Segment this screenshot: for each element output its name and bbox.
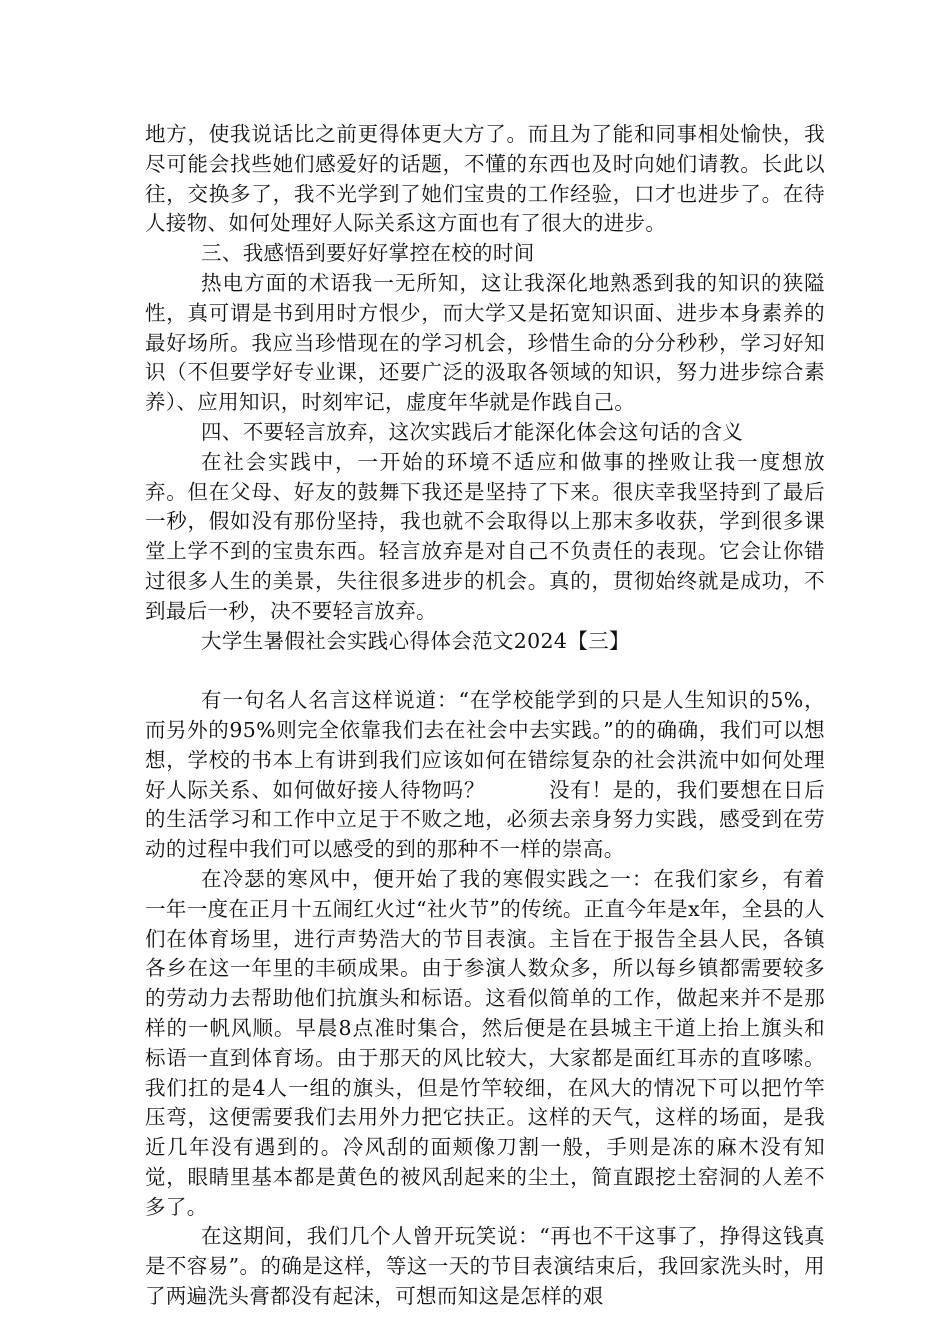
paragraph: 有一句名人名言这样说道：“在学校能学到的只是人生知识的5%，而另外的95%则完全依靠我们去在社会中去实践。”的的确确，我们可以想想，学校的书本上有讲到我们应该如何在错综复杂的社会洪流中如何处理好人际关系、如何做好接人待物吗？ 没有！是的，我们要想在日后的生活学习和工作中立足于不败之地，必须去亲身努力实践，感受到在劳动的过程中我们可以感受的到的那种不一样的崇高。 — [145, 688, 825, 862]
blank-line — [145, 656, 825, 686]
paragraph: 在冷瑟的寒风中，便开始了我的寒假实践之一：在我们家乡，有着一年一度在正月十五闹红火过“社火节”的传统。正直今年是x年，全县的人们在体育场里，进行声势浩大的节目表演。主旨在于报告全县人民，各镇各乡在这一年里的丰硕成果。由于参演人数众多，所以每乡镇都需要较多的劳动力去帮助他们抗旗头和标语。这看似简单的工作，做起来并不是那样的一帆风顺。早晨8点准时集合，然后便是在县城主干道上抬上旗头和标语一直到体育场。由于那天的风比较大，大家都是面红耳赤的直哆嗦。我们扛的是4人一组的旗头，但是竹竿较细，在风大的情况下可以把竹竿压弯，这便需要我们去用外力把它扶正。这样的天气，这样的场面，是我近几年没有遇到的。冷风刮的面颊像刀割一般，手则是冻的麻木没有知觉，眼睛里基本都是黄色的被风刮起来的尘土，简直跟挖土窑洞的人差不多了。 — [145, 866, 825, 1219]
section-heading-4: 四、不要轻言放弃，这次实践后才能深化体会这句话的含义 — [201, 419, 744, 444]
article-title: 大学生暑假社会实践心得体会范文2024【三】 — [201, 628, 630, 653]
section-heading-3: 三、我感悟到要好好掌控在校的时间 — [201, 241, 535, 266]
paragraph: 在这期间，我们几个人曾开玩笑说：“再也不干这事了，挣得这钱真是不容易”。的确是这样，等这一天的节目表演结束后，我回家洗头时，用了两遍洗头膏都没有起沫，可想而知这是怎样的艰 — [145, 1224, 825, 1309]
document-body — [145, 120, 825, 1312]
paragraph: 热电方面的术语我一无所知，这让我深化地熟悉到我的知识的狭隘性，真可谓是书到用时方恨少，而大学又是拓宽知识面、进步本身素养的最好场所。我应当珍惜现在的学习机会，珍惜生命的分分秒秒，学习好知识（不但要学好专业课，还要广泛的汲取各领域的知识，努力进步综合素养）、应用知识，时刻牢记，虚度年华就是作践自己。 — [145, 270, 825, 415]
paragraph: 在社会实践中，一开始的环境不适应和做事的挫败让我一度想放弃。但在父母、好友的鼓舞下我还是坚持了下来。很庆幸我坚持到了最后一秒，假如没有那份坚持，我也就不会取得以上那末多收获，学到很多课堂上学不到的宝贵东西。轻言放弃是对自己不负责任的表现。它会让你错过很多人生的美景，失往很多进步的机会。真的，贯彻始终就是成功，不到最后一秒，决不要轻言放弃。 — [145, 449, 825, 623]
paragraph-continuation: 地方，使我说话比之前更得体更大方了。而且为了能和同事相处愉快，我尽可能会找些她们感爱好的话题，不懂的东西也及时向她们请教。长此以往，交换多了，我不光学到了她们宝贵的工作经验，口才也进步了。在待人接物、如何处理好人际关系这方面也有了很大的进步。 — [145, 122, 825, 236]
